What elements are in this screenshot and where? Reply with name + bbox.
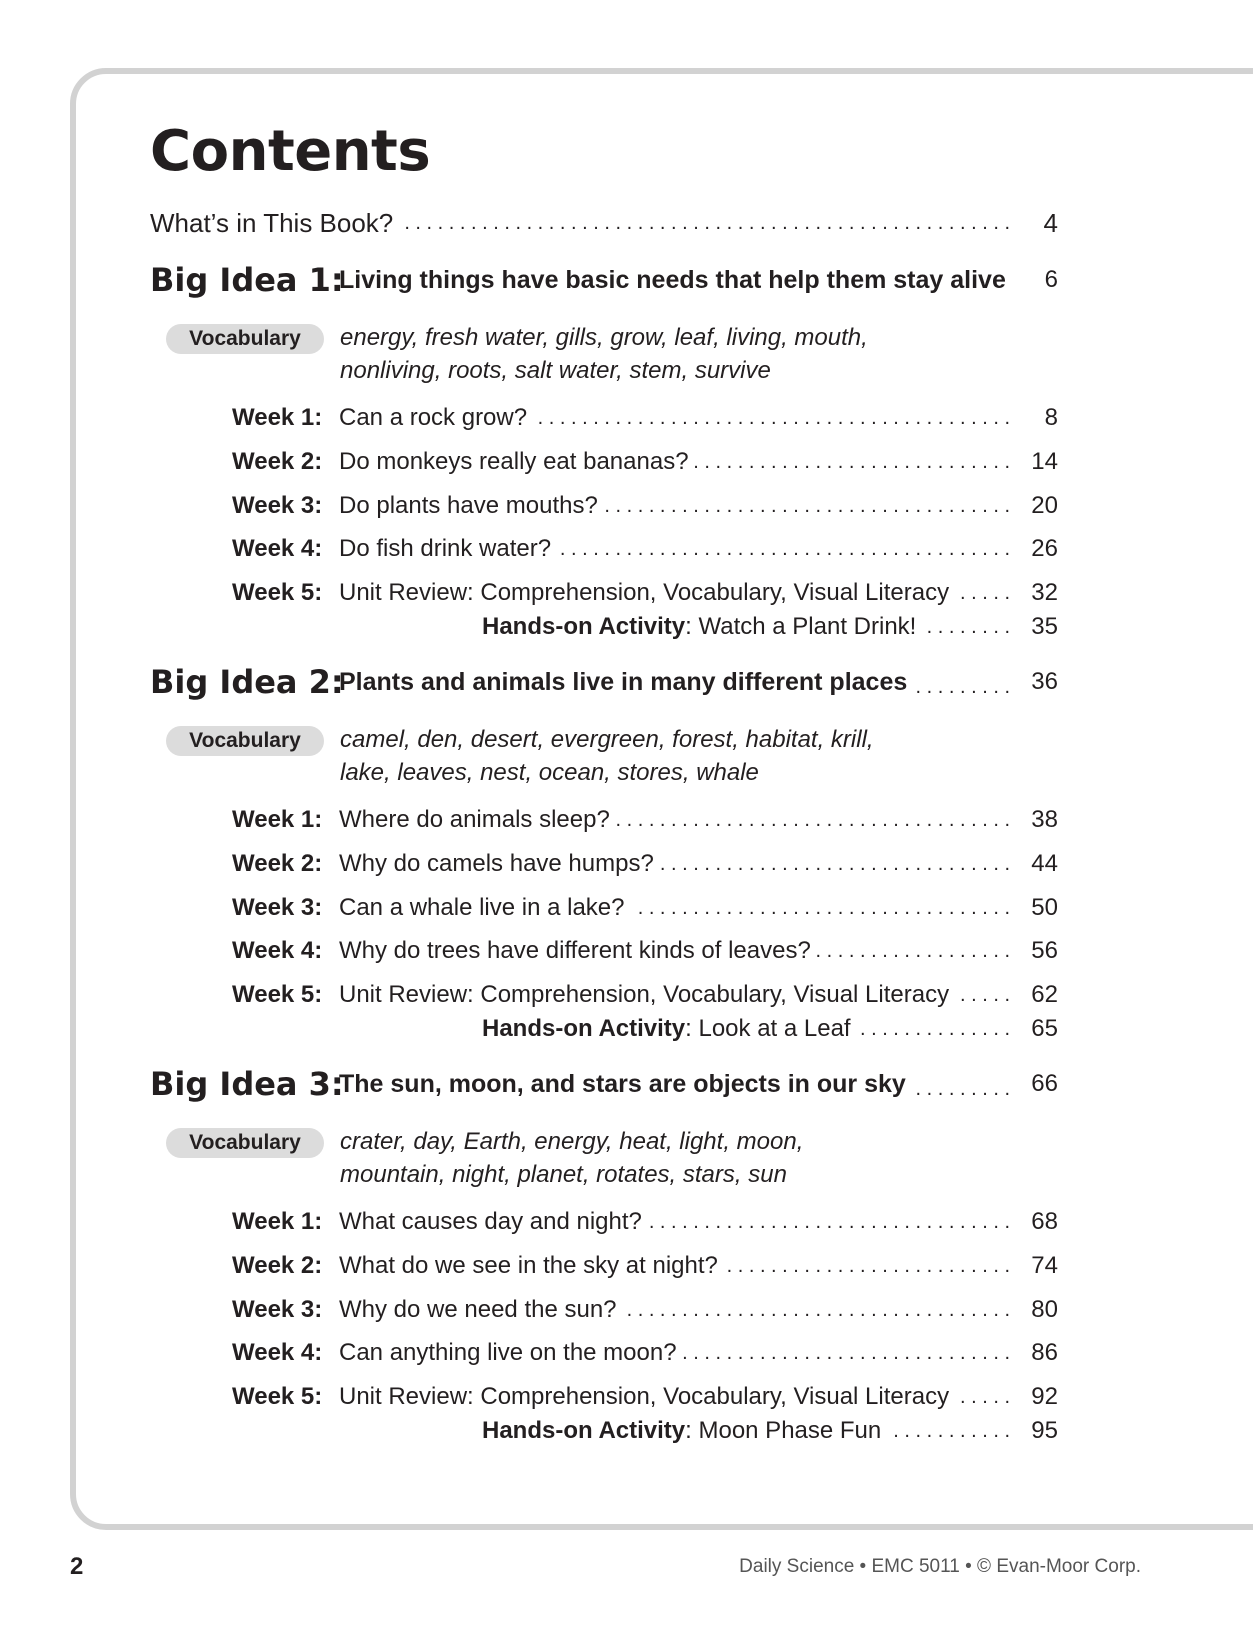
- vocabulary-line: mountain, night, planet, rotates, stars, sun: [340, 1161, 787, 1188]
- vocabulary-list: [340, 723, 940, 789]
- dot-leader: [533, 401, 1010, 435]
- toc-page-number: 8: [1044, 404, 1058, 431]
- dot-leader: [557, 532, 1010, 566]
- toc-page-number: 62: [1031, 981, 1058, 1008]
- footer-page-number: 2: [70, 1553, 84, 1580]
- big-idea-label: Big Idea 3:: [150, 1065, 344, 1103]
- toc-page-number: 65: [1031, 1015, 1058, 1042]
- vocabulary-list: [340, 321, 940, 387]
- week-label: Week 2:: [232, 850, 323, 877]
- toc-entry-week[interactable]: [232, 401, 1058, 435]
- week-label: Week 4:: [232, 1339, 323, 1366]
- big-idea-3-heading[interactable]: [150, 1062, 1058, 1106]
- week-label: Week 3:: [232, 894, 323, 921]
- toc-page-number: 50: [1031, 894, 1058, 921]
- toc-entry-week[interactable]: [232, 1249, 1058, 1283]
- toc-entry-hands-on[interactable]: [482, 1414, 1058, 1448]
- toc-page-number: 44: [1031, 850, 1058, 877]
- toc-page-number: 92: [1031, 1383, 1058, 1410]
- toc-entry-week[interactable]: [232, 934, 1058, 968]
- week-title: Unit Review: Comprehension, Vocabulary, Visual Literacy: [339, 981, 950, 1008]
- vocabulary-badge: Vocabulary: [166, 324, 324, 354]
- toc-page-number: 66: [1031, 1070, 1058, 1097]
- week-label: Week 1:: [232, 404, 323, 431]
- toc-entry-week[interactable]: [232, 445, 1058, 479]
- toc-entry-week[interactable]: [232, 532, 1058, 566]
- week-label: Week 1:: [232, 806, 323, 833]
- week-label: Week 4:: [232, 535, 323, 562]
- big-idea-1-heading[interactable]: [150, 258, 1058, 302]
- dot-leader: [955, 1380, 1010, 1414]
- week-title: Why do we need the sun?: [339, 1296, 617, 1323]
- toc-page-number: 36: [1031, 668, 1058, 695]
- dot-leader: [724, 1249, 1010, 1283]
- toc-page-number: 26: [1031, 535, 1058, 562]
- toc-entry-week[interactable]: [232, 1380, 1058, 1414]
- toc-entry-hands-on[interactable]: [482, 610, 1058, 644]
- toc-page-number: 20: [1031, 492, 1058, 519]
- week-title: Unit Review: Comprehension, Vocabulary, Visual Literacy: [339, 579, 950, 606]
- toc-entry-intro[interactable]: [150, 206, 1058, 240]
- vocabulary-line: camel, den, desert, evergreen, forest, habitat, krill,: [340, 726, 874, 753]
- toc-page-number: 95: [1031, 1417, 1058, 1444]
- dot-leader: [857, 1012, 1010, 1046]
- dot-leader: [660, 847, 1010, 881]
- big-idea-title: Plants and animals live in many different places: [339, 668, 908, 696]
- week-title: Do fish drink water?: [339, 535, 552, 562]
- dot-leader: [817, 934, 1010, 968]
- toc-page-number: 4: [1043, 208, 1058, 238]
- week-title: Do monkeys really eat bananas?: [339, 448, 689, 475]
- dot-leader: [623, 1293, 1010, 1327]
- dot-leader: [631, 891, 1010, 925]
- toc-entry-week[interactable]: [232, 1336, 1058, 1370]
- week-label: Week 5:: [232, 1383, 323, 1410]
- vocabulary-line: lake, leaves, nest, ocean, stores, whale: [340, 759, 759, 786]
- dot-leader: [648, 1205, 1010, 1239]
- toc-entry-week[interactable]: [232, 978, 1058, 1012]
- week-title: Do plants have mouths?: [339, 492, 598, 519]
- toc-entry-week[interactable]: [232, 489, 1058, 523]
- vocabulary-line: nonliving, roots, salt water, stem, survive: [340, 357, 771, 384]
- toc-page-number: 32: [1031, 579, 1058, 606]
- dot-leader: [887, 1414, 1010, 1448]
- vocabulary-line: energy, fresh water, gills, grow, leaf, living, mouth,: [340, 324, 868, 351]
- hands-on-label: Hands-on Activity: [482, 613, 686, 640]
- toc-page-number: 74: [1031, 1252, 1058, 1279]
- dot-leader: [616, 803, 1010, 837]
- dot-leader: [955, 978, 1010, 1012]
- week-title: Can a whale live in a lake?: [339, 894, 625, 921]
- week-label: Week 1:: [232, 1208, 323, 1235]
- hands-on-title: : Watch a Plant Drink!: [685, 613, 917, 640]
- toc-page-number: 86: [1031, 1339, 1058, 1366]
- week-title: Can a rock grow?: [339, 404, 528, 431]
- toc-entry-week[interactable]: [232, 1293, 1058, 1327]
- big-idea-label: Big Idea 2:: [150, 663, 344, 701]
- week-label: Week 2:: [232, 1252, 323, 1279]
- week-title: Why do trees have different kinds of leaves?: [339, 937, 811, 964]
- week-label: Week 3:: [232, 1296, 323, 1323]
- toc-page-number: 68: [1031, 1208, 1058, 1235]
- hands-on-title: : Look at a Leaf: [685, 1015, 851, 1042]
- toc-entry-week[interactable]: [232, 891, 1058, 925]
- big-idea-label: Big Idea 1:: [150, 261, 344, 299]
- dot-leader: [912, 1062, 1010, 1106]
- week-label: Week 5:: [232, 579, 323, 606]
- week-label: Week 4:: [232, 937, 323, 964]
- toc-entry-week[interactable]: [232, 576, 1058, 610]
- big-idea-2-heading[interactable]: [150, 660, 1058, 704]
- dot-leader: [604, 489, 1010, 523]
- toc-page-number: 80: [1031, 1296, 1058, 1323]
- toc-page-number: 6: [1044, 266, 1058, 293]
- week-title: Why do camels have humps?: [339, 850, 654, 877]
- toc-entry-week[interactable]: [232, 847, 1058, 881]
- toc-page-number: 56: [1031, 937, 1058, 964]
- week-label: Week 2:: [232, 448, 323, 475]
- toc-page-number: 38: [1031, 806, 1058, 833]
- dot-leader: [922, 610, 1010, 644]
- week-title: Unit Review: Comprehension, Vocabulary, Visual Literacy: [339, 1383, 950, 1410]
- week-title: Where do animals sleep?: [339, 806, 610, 833]
- vocabulary-badge: Vocabulary: [166, 1128, 324, 1158]
- footer-credit: Daily Science • EMC 5011 • © Evan-Moor Corp.: [739, 1556, 1141, 1577]
- week-title: Can anything live on the moon?: [339, 1339, 677, 1366]
- toc-entry-title: What’s in This Book?: [150, 208, 394, 238]
- toc-page-number: 35: [1031, 613, 1058, 640]
- vocabulary-list: [340, 1125, 940, 1191]
- vocabulary-badge: Vocabulary: [166, 726, 324, 756]
- week-label: Week 3:: [232, 492, 323, 519]
- week-title: What do we see in the sky at night?: [339, 1252, 718, 1279]
- week-title: What causes day and night?: [339, 1208, 642, 1235]
- hands-on-label: Hands-on Activity: [482, 1417, 686, 1444]
- toc-entry-hands-on[interactable]: [482, 1012, 1058, 1046]
- big-idea-title: The sun, moon, and stars are objects in our sky: [339, 1070, 906, 1098]
- dot-leader: [955, 576, 1010, 610]
- dot-leader: [399, 206, 1010, 240]
- dot-leader: [695, 445, 1010, 479]
- toc-entry-week[interactable]: [232, 1205, 1058, 1239]
- page-title: Contents: [150, 119, 431, 184]
- dot-leader: [913, 660, 1010, 704]
- toc-page-number: 14: [1031, 448, 1058, 475]
- hands-on-label: Hands-on Activity: [482, 1015, 686, 1042]
- big-idea-title: Living things have basic needs that help them stay alive: [339, 266, 1006, 294]
- hands-on-title: : Moon Phase Fun: [685, 1417, 882, 1444]
- toc-entry-week[interactable]: [232, 803, 1058, 837]
- week-label: Week 5:: [232, 981, 323, 1008]
- dot-leader: [683, 1336, 1010, 1370]
- vocabulary-line: crater, day, Earth, energy, heat, light, moon,: [340, 1128, 804, 1155]
